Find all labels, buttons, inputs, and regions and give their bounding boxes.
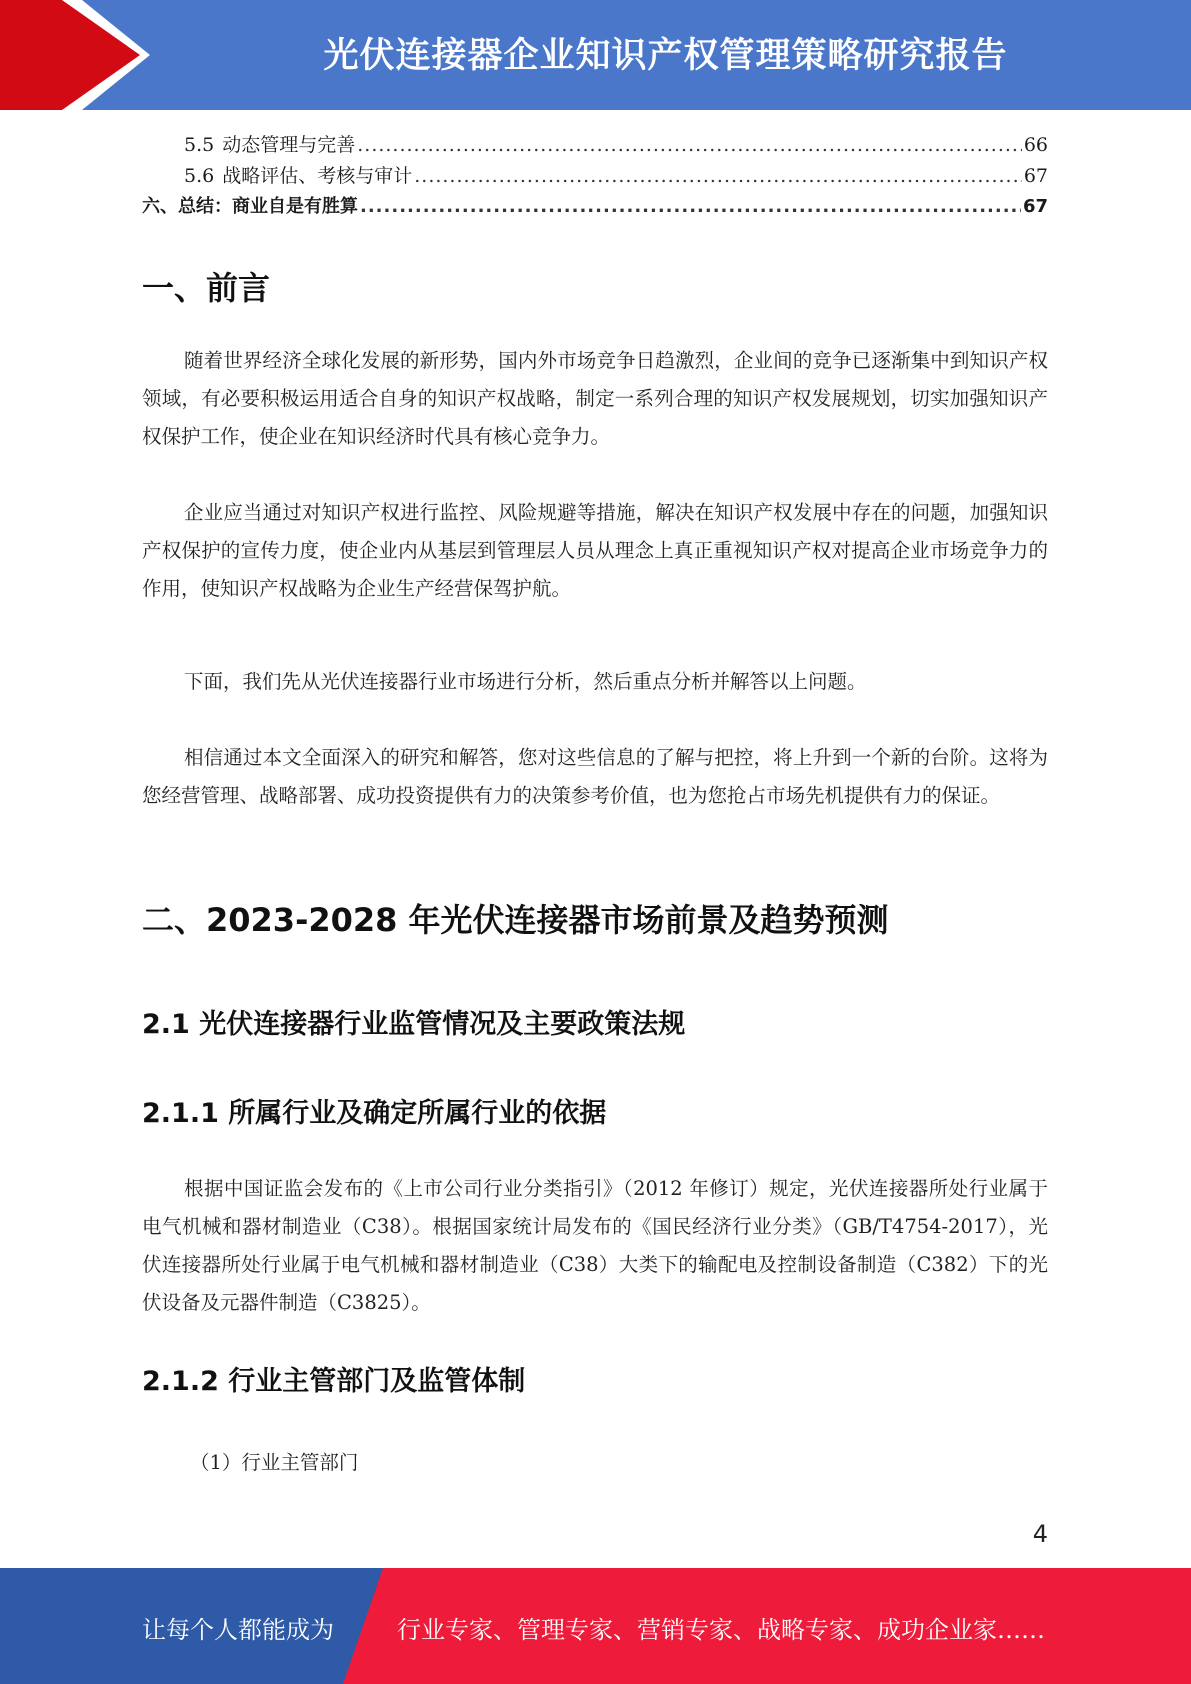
toc-entry[interactable] [142, 161, 1048, 192]
paragraph: 随着世界经济全球化发展的新形势，国内外市场竞争日趋激烈，企业间的竞争已逐渐集中到知识产权领域，有必要积极运用适合自身的知识产权战略，制定一系列合理的知识产权发展规划，切实加强知识产权保护工作，使企业在知识经济时代具有核心竞争力。 [142, 349, 1048, 448]
paragraph: 相信通过本文全面深入的研究和解答，您对这些信息的了解与把控，将上升到一个新的台阶。这将为您经营管理、战略部署、成功投资提供有力的决策参考价值，也为您抢占市场先机提供有力的保证。 [142, 746, 1048, 807]
header-banner [0, 0, 1191, 110]
table-of-contents [142, 130, 1048, 223]
paragraph: 下面，我们先从光伏连接器行业市场进行分析，然后重点分析并解答以上问题。 [184, 670, 867, 693]
paragraph: 根据中国证监会发布的《上市公司行业分类指引》（2012 年修订）规定，光伏连接器所处行业属于电气机械和器材制造业（C38）。根据国家统计局发布的《国民经济行业分类》（GB/T4754-2017），光伏连接器所处行业属于电气机械和器材制造业（C38）大类下的输配电及控制设备制造（C382）下的光伏设备及元器件制造（C3825）。 [142, 1177, 1048, 1314]
section-heading-market: 二、2023-2028 年光伏连接器市场前景及趋势预测 [142, 901, 889, 939]
footer-slogan-right: 行业专家、管理专家、营销专家、战略专家、成功企业家…… [397, 1616, 1045, 1644]
toc-entry-number: 5.6 [184, 165, 215, 187]
paragraph: 企业应当通过对知识产权进行监控、风险规避等措施，解决在知识产权发展中存在的问题，加强知识产权保护的宣传力度，使企业内从基层到管理层人员从理念上真正重视知识产权对提高企业市场竞争力的作用，使知识产权战略为企业生产经营保驾护航。 [142, 501, 1048, 600]
section-heading-preface: 一、前言 [142, 269, 271, 307]
toc-entry-number: 5.5 [184, 134, 215, 156]
toc-entry[interactable] [142, 192, 1048, 223]
footer-slogan-left: 让每个人都能成为 [142, 1616, 334, 1644]
list-item: （1）行业主管部门 [190, 1451, 359, 1474]
toc-entry[interactable] [142, 130, 1048, 161]
footer-banner [0, 1568, 1191, 1684]
toc-entry-title: 六、总结：商业自是有胜算 [142, 196, 358, 217]
toc-leader-dots [360, 196, 1021, 217]
toc-leader-dots [414, 165, 1022, 187]
subsection-heading: 2.1.2 行业主管部门及监管体制 [142, 1366, 526, 1397]
page-number: 4 [1032, 1520, 1048, 1548]
toc-entry-page: 67 [1022, 196, 1048, 217]
report-title: 光伏连接器企业知识产权管理策略研究报告 [323, 36, 1008, 76]
toc-entry-title: 动态管理与完善 [222, 134, 356, 156]
toc-entry-page: 66 [1023, 134, 1048, 156]
toc-leader-dots [357, 134, 1022, 156]
toc-entry-title: 战略评估、考核与审计 [222, 165, 413, 187]
toc-entry-page: 67 [1023, 165, 1048, 187]
subsection-heading: 2.1 光伏连接器行业监管情况及主要政策法规 [142, 1009, 686, 1040]
subsection-heading: 2.1.1 所属行业及确定所属行业的依据 [142, 1098, 607, 1129]
